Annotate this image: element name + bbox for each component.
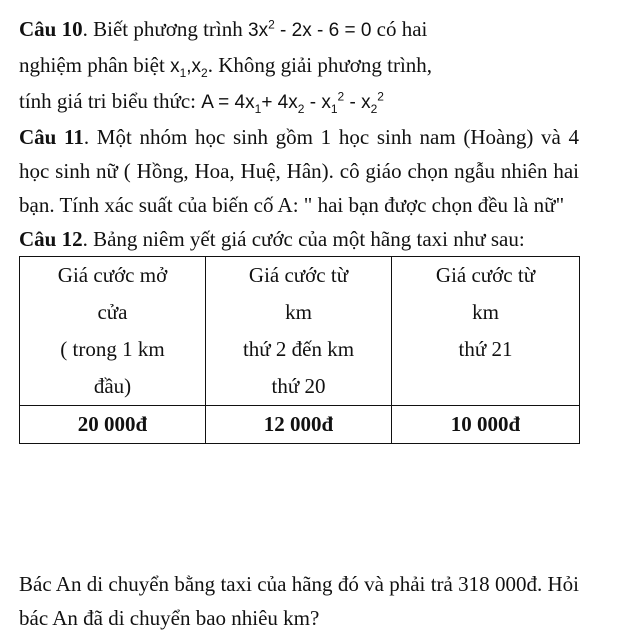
equation-term: 3x [248,20,269,41]
document-page [19,12,579,444]
root-x2: x [191,56,202,77]
expr-sub: 2 [370,101,378,116]
header-line: Giá cước mở [57,263,168,287]
expr-sub: 1 [254,101,262,116]
expr-sup: 2 [377,89,384,104]
question-10-text: tính giá tri biểu thức: [19,89,202,113]
question-10-text: nghiệm phân biệt [19,53,171,77]
root-x1-sub: 1 [179,65,187,80]
equation-rest: - 2x - 6 = 0 [274,20,372,41]
root-x1: x [170,56,180,77]
roots [170,56,208,80]
header-line: cửa [97,300,128,324]
table-cell-value: 20 000đ [20,406,206,444]
header-line: thứ 21 [458,337,513,361]
table-header-cell [206,257,392,406]
expr-part: A = 4x [201,92,255,113]
table-cell-value: 10 000đ [392,406,580,444]
question-11-text: . Một nhóm học sinh gồm 1 học sinh nam (Hoàng) và 4 học sinh nữ ( Hồng, Hoa, Huệ, Hân). cô giáo chọn ngẫu nhiên hai bạn. Tính xác suất của biến cố A: " hai bạn được chọn đều là nữ" [19,125,580,217]
expr-part: + 4x [261,92,298,113]
table-cell-value: 12 000đ [206,406,392,444]
question-11 [19,120,579,222]
header-line: Giá cước từ [435,263,536,287]
header-line: Giá cước từ [248,263,349,287]
question-10-title: Câu 10 [19,17,83,41]
equation [248,17,372,41]
question-12-title: Câu 12 [19,227,83,251]
expr-part: - x [344,92,371,113]
root-x2-sub: 2 [201,65,208,80]
equation-exponent: 2 [268,17,275,32]
table-header-cell [392,257,580,406]
header-line: ( trong 1 km [60,337,165,361]
header-line: thứ 2 đến km [242,337,355,361]
expr-sup: 2 [337,89,345,104]
expr-part: - x [304,92,331,113]
question-10-text: . Biết phương trình [82,17,249,41]
table-header-row [20,257,580,406]
header-line: đầu) [93,374,132,398]
expr-sub: 1 [330,101,338,116]
table-row [20,406,580,444]
root-separator: , [186,56,192,77]
taxi-fare-table [19,256,580,444]
expr-sub: 2 [297,101,305,116]
question-10-text: . Không giải phương trình, [207,53,433,77]
question-10-text: có hai [371,17,428,41]
header-line: thứ 20 [271,374,326,398]
header-line: km [285,300,312,324]
question-12-text: . Bảng niêm yết giá cước của một hãng taxi như sau: [82,227,525,251]
question-10 [19,12,579,120]
question-11-title: Câu 11 [19,125,84,149]
question-12 [19,222,579,256]
expression [201,89,384,116]
header-line: km [472,300,499,324]
table-header-cell [20,257,206,406]
question-12-closing: Bác An di chuyển bằng taxi của hãng đó và phải trả 318 000đ. Hỏi bác An đã di chuyển bao nhiêu km? [19,572,579,630]
